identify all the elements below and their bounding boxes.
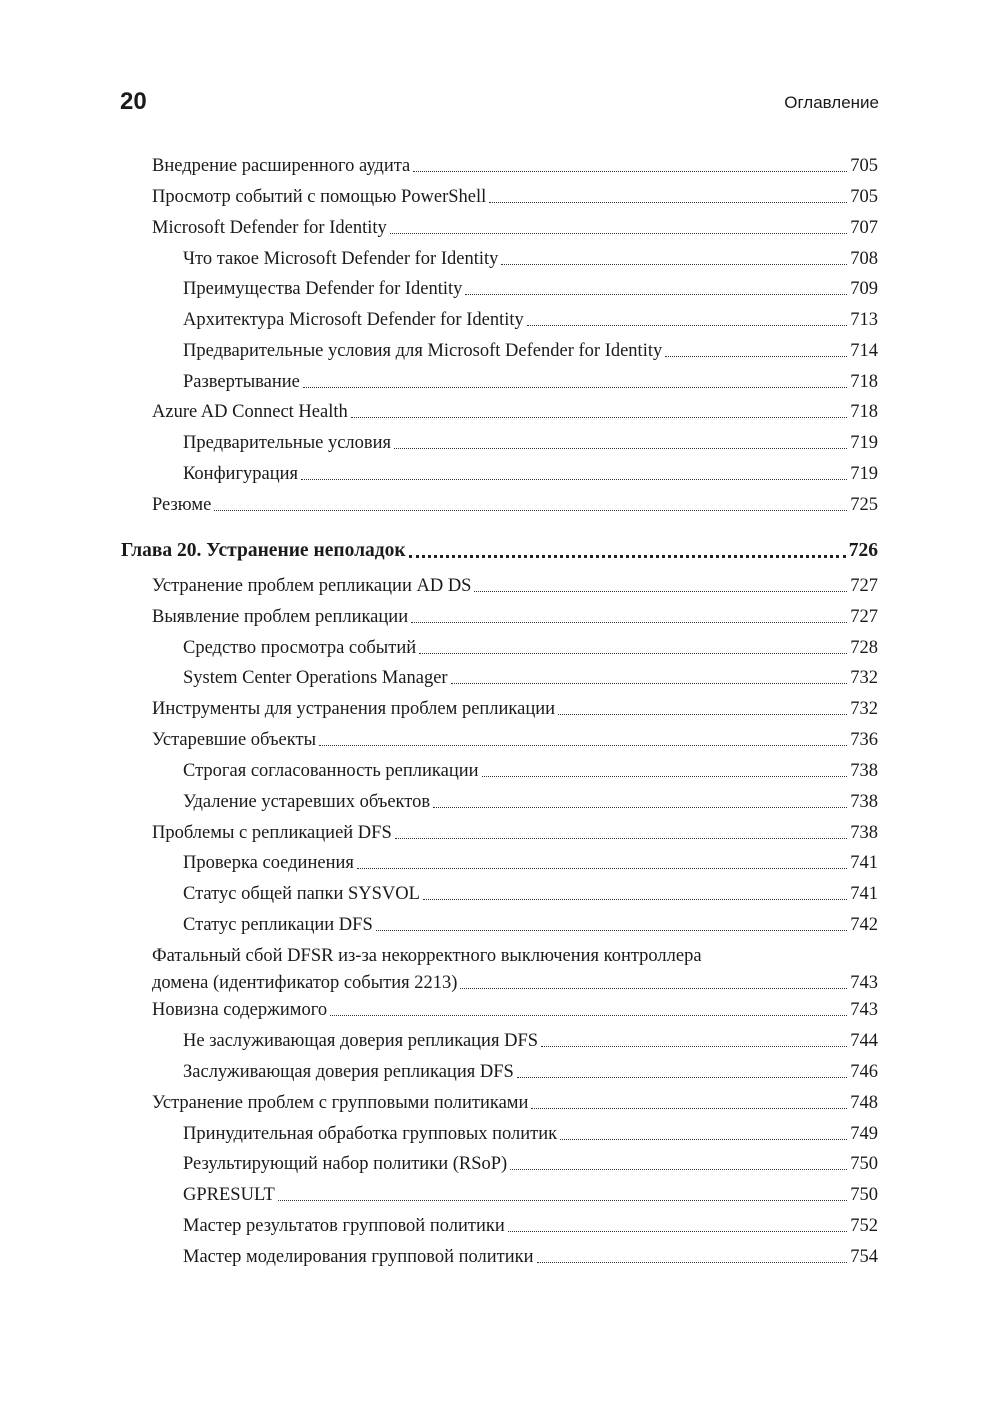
toc-entry-title: Что такое Microsoft Defender for Identity <box>183 249 499 269</box>
toc-entry-title: Статус репликации DFS <box>183 915 373 935</box>
toc-entry-title: Заслуживающая доверия репликация DFS <box>183 1062 514 1082</box>
dot-leader <box>560 1139 847 1140</box>
toc-entry-title: Статус общей папки SYSVOL <box>183 884 420 904</box>
dot-leader <box>419 653 847 654</box>
toc-entry-page: 754 <box>850 1247 878 1267</box>
dot-leader <box>330 1015 847 1016</box>
toc-subentry[interactable] <box>183 462 878 486</box>
dot-leader <box>541 1046 847 1047</box>
toc-entry-page: 738 <box>850 792 878 812</box>
toc-subentry[interactable] <box>183 1214 878 1238</box>
dot-leader <box>390 233 847 234</box>
dot-leader <box>489 202 847 203</box>
dot-leader <box>351 417 848 418</box>
toc-entry[interactable] <box>152 1091 878 1115</box>
toc-entry-title: Не заслуживающая доверия репликация DFS <box>183 1031 539 1051</box>
toc-entry-title: Устранение проблем репликации AD DS <box>152 576 472 596</box>
toc-entry-page: 705 <box>850 156 878 176</box>
toc-entry-title: Принудительная обработка групповых политик <box>183 1124 558 1144</box>
toc-entry-title: Устаревшие объекты <box>152 730 317 750</box>
dot-leader <box>413 171 847 172</box>
dot-leader <box>303 387 847 388</box>
dot-leader <box>510 1169 847 1170</box>
toc-entry-title: Результирующий набор политики (RSoP) <box>183 1154 508 1174</box>
toc-entry-page: 748 <box>850 1093 878 1113</box>
toc-subentry[interactable] <box>183 1183 878 1207</box>
toc-subentry[interactable] <box>183 277 878 301</box>
toc-entry-title: Мастер моделирования групповой политики <box>183 1247 534 1267</box>
toc-subentry[interactable] <box>183 431 878 455</box>
toc-entry-page: 719 <box>850 433 878 453</box>
toc-entry-page: 709 <box>850 279 878 299</box>
toc-entry-title: Предварительные условия <box>183 433 392 453</box>
toc-entry-page: 738 <box>850 761 878 781</box>
toc-entry[interactable] <box>152 605 878 629</box>
toc-entry-page: 714 <box>850 341 878 361</box>
dot-leader <box>537 1262 848 1263</box>
toc-entry-title: Преимущества Defender for Identity <box>183 279 463 299</box>
dot-leader <box>376 930 848 931</box>
dot-leader <box>423 899 847 900</box>
toc-entry-title: Проблемы с репликацией DFS <box>152 823 392 843</box>
dot-leader <box>482 776 848 777</box>
toc-entry-title: Просмотр событий с помощью PowerShell <box>152 187 487 207</box>
toc-subentry[interactable] <box>183 759 878 783</box>
toc-entry[interactable] <box>152 998 878 1022</box>
dot-leader <box>409 555 846 558</box>
toc-entry[interactable] <box>152 697 878 721</box>
running-header: Оглавление <box>784 93 879 112</box>
toc-subentry[interactable] <box>183 1152 878 1176</box>
toc-chapter-page: 726 <box>848 540 878 561</box>
toc-entry-title: Предварительные условия для Microsoft Defender for Identity <box>183 341 663 361</box>
toc-entry-page: 743 <box>850 973 878 993</box>
toc-entry-page: 718 <box>850 372 878 392</box>
toc-entry-title: Резюме <box>152 495 212 515</box>
toc-entry[interactable] <box>152 944 878 996</box>
toc-entry[interactable] <box>152 185 878 209</box>
toc-entry-title: Выявление проблем репликации <box>152 607 409 627</box>
dot-leader <box>558 714 847 715</box>
toc-entry-page: 727 <box>850 576 878 596</box>
toc-entry-title: GPRESULT <box>183 1185 275 1205</box>
toc-entry-page: 719 <box>850 464 878 484</box>
toc-subentry[interactable] <box>183 666 878 690</box>
toc-entry-page: 750 <box>850 1185 878 1205</box>
toc-entry-page: 742 <box>850 915 878 935</box>
toc-entry[interactable] <box>152 216 878 240</box>
toc-entry-title: Мастер результатов групповой политики <box>183 1216 505 1236</box>
toc-subentry[interactable] <box>183 1122 878 1146</box>
dot-leader <box>508 1231 848 1232</box>
dot-leader <box>460 988 847 989</box>
dot-leader <box>411 622 847 623</box>
toc-chapter-heading[interactable] <box>121 539 878 563</box>
toc-entry-page: 746 <box>850 1062 878 1082</box>
toc-subentry[interactable] <box>183 1029 878 1053</box>
toc-subentry[interactable] <box>183 247 878 271</box>
toc-subentry[interactable] <box>183 913 878 937</box>
toc-subentry[interactable] <box>183 339 878 363</box>
toc-entry-page: 713 <box>850 310 878 330</box>
toc-entry-page: 732 <box>850 668 878 688</box>
toc-entry-title: Архитектура Microsoft Defender for Identity <box>183 310 524 330</box>
toc-entry-title: System Center Operations Manager <box>183 668 448 688</box>
toc-entry-title: Устранение проблем с групповыми политиками <box>152 1093 529 1113</box>
dot-leader <box>474 591 847 592</box>
dot-leader <box>433 807 847 808</box>
toc-chapter-title: Глава 20. Устранение неполадок <box>121 540 406 561</box>
toc-entry-page: 750 <box>850 1154 878 1174</box>
dot-leader <box>517 1077 847 1078</box>
dot-leader <box>319 745 847 746</box>
page-number: 20 <box>120 88 147 115</box>
toc-entry-title: Проверка соединения <box>183 853 354 873</box>
dot-leader <box>214 510 847 511</box>
toc-entry-page: 743 <box>850 1000 878 1020</box>
toc-entry[interactable] <box>152 821 878 845</box>
toc-entry-page: 727 <box>850 607 878 627</box>
toc-entry[interactable] <box>152 493 878 517</box>
toc-entry-title: Удаление устаревших объектов <box>183 792 431 812</box>
toc-entry[interactable] <box>152 154 878 178</box>
toc-entry[interactable] <box>152 574 878 598</box>
dot-leader <box>394 448 847 449</box>
toc-entry-page: 718 <box>850 402 878 422</box>
toc-entry-page: 741 <box>850 853 878 873</box>
toc-entry-title: Средство просмотра событий <box>183 638 417 658</box>
toc-subentry[interactable] <box>183 308 878 332</box>
dot-leader <box>357 868 847 869</box>
dot-leader <box>278 1200 847 1201</box>
toc-entry-page: 708 <box>850 249 878 269</box>
toc-entry-title: Microsoft Defender for Identity <box>152 218 387 238</box>
toc-entry-page: 705 <box>850 187 878 207</box>
toc-entry-title: Новизна содержимого <box>152 1000 328 1020</box>
toc-entry[interactable] <box>152 400 878 424</box>
dot-leader <box>501 264 847 265</box>
dot-leader <box>465 294 847 295</box>
dot-leader <box>395 838 848 839</box>
toc-subentry[interactable] <box>183 882 878 906</box>
toc-entry-page: 744 <box>850 1031 878 1051</box>
toc-subentry[interactable] <box>183 851 878 875</box>
toc-entry-page: 738 <box>850 823 878 843</box>
toc-entry-title: Строгая согласованность репликации <box>183 761 479 781</box>
dot-leader <box>301 479 847 480</box>
toc-subentry[interactable] <box>183 636 878 660</box>
toc-entry-page: 736 <box>850 730 878 750</box>
toc-subentry[interactable] <box>183 1060 878 1084</box>
toc-entry-page: 741 <box>850 884 878 904</box>
toc-entry-page: 728 <box>850 638 878 658</box>
toc-subentry[interactable] <box>183 370 878 394</box>
toc-subentry[interactable] <box>183 790 878 814</box>
toc-entry-page: 749 <box>850 1124 878 1144</box>
dot-leader <box>451 683 848 684</box>
toc-entry-title: Инструменты для устранения проблем репликации <box>152 699 556 719</box>
dot-leader <box>531 1108 847 1109</box>
toc-entry-title: Внедрение расширенного аудита <box>152 156 411 176</box>
toc-subentry[interactable] <box>183 1245 878 1269</box>
toc-entry[interactable] <box>152 728 878 752</box>
toc-entry-page: 732 <box>850 699 878 719</box>
toc-entry-title-line2: домена (идентификатор события 2213) <box>152 973 458 993</box>
dot-leader <box>527 325 848 326</box>
toc-entry-title: Развертывание <box>183 372 300 392</box>
dot-leader <box>665 356 847 357</box>
toc-entry-page: 725 <box>850 495 878 515</box>
toc-entry-title-line1: Фатальный сбой DFSR из-за некорректного выключения контроллера <box>152 946 702 966</box>
toc-entry-page: 707 <box>850 218 878 238</box>
toc-entry-title: Конфигурация <box>183 464 299 484</box>
toc-entry-page: 752 <box>850 1216 878 1236</box>
toc-entry-title: Azure AD Connect Health <box>152 402 348 422</box>
